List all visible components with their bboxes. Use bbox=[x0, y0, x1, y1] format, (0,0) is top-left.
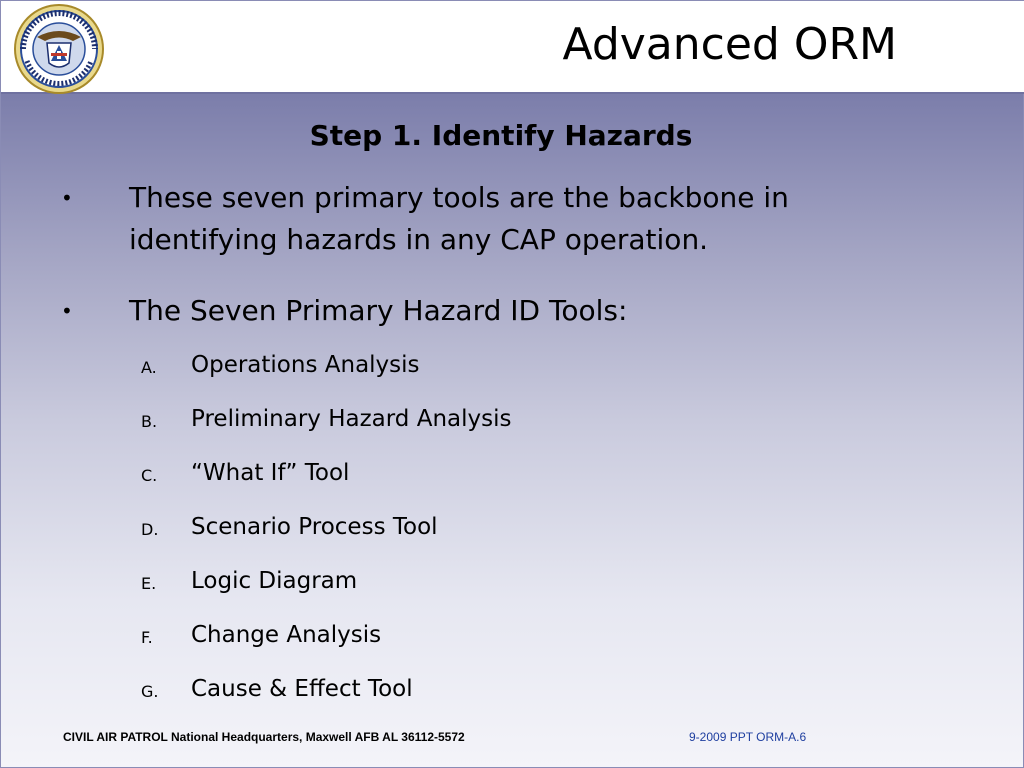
list-letter: B. bbox=[141, 412, 158, 431]
bullet-text: These seven primary tools are the backbone in identifying hazards in any CAP operation. bbox=[129, 181, 789, 256]
hazard-tools-list bbox=[141, 349, 841, 727]
list-letter: D. bbox=[141, 520, 159, 539]
bullet-item bbox=[61, 177, 881, 267]
list-label: Scenario Process Tool bbox=[191, 514, 438, 540]
list-letter: E. bbox=[141, 574, 157, 593]
list-label: “What If” Tool bbox=[191, 460, 350, 486]
list-item bbox=[141, 565, 841, 619]
list-label: Preliminary Hazard Analysis bbox=[191, 406, 512, 432]
list-item bbox=[141, 403, 841, 457]
slide-title: Advanced ORM bbox=[562, 19, 897, 70]
list-item bbox=[141, 673, 841, 727]
bullet-text: The Seven Primary Hazard ID Tools: bbox=[129, 294, 628, 327]
list-item bbox=[141, 349, 841, 403]
list-item bbox=[141, 619, 841, 673]
footer-organization: CIVIL AIR PATROL National Headquarters, Maxwell AFB AL 36112-5572 bbox=[63, 730, 465, 744]
header-band bbox=[1, 1, 1024, 94]
list-label: Logic Diagram bbox=[191, 568, 358, 594]
bullet-marker: • bbox=[61, 186, 73, 210]
list-letter: A. bbox=[141, 358, 157, 377]
bullet-item bbox=[61, 290, 881, 334]
step-heading: Step 1. Identify Hazards bbox=[309, 119, 693, 152]
list-letter: F. bbox=[141, 628, 153, 647]
list-label: Cause & Effect Tool bbox=[191, 676, 413, 702]
list-label: Change Analysis bbox=[191, 622, 382, 648]
civil-air-patrol-seal-icon bbox=[7, 3, 111, 95]
footer-slide-id: 9-2009 PPT ORM-A.6 bbox=[689, 730, 807, 744]
list-letter: G. bbox=[141, 682, 159, 701]
list-label: Operations Analysis bbox=[191, 352, 420, 378]
bullet-marker: • bbox=[61, 299, 73, 323]
list-item bbox=[141, 511, 841, 565]
list-letter: C. bbox=[141, 466, 158, 485]
list-item bbox=[141, 457, 841, 511]
